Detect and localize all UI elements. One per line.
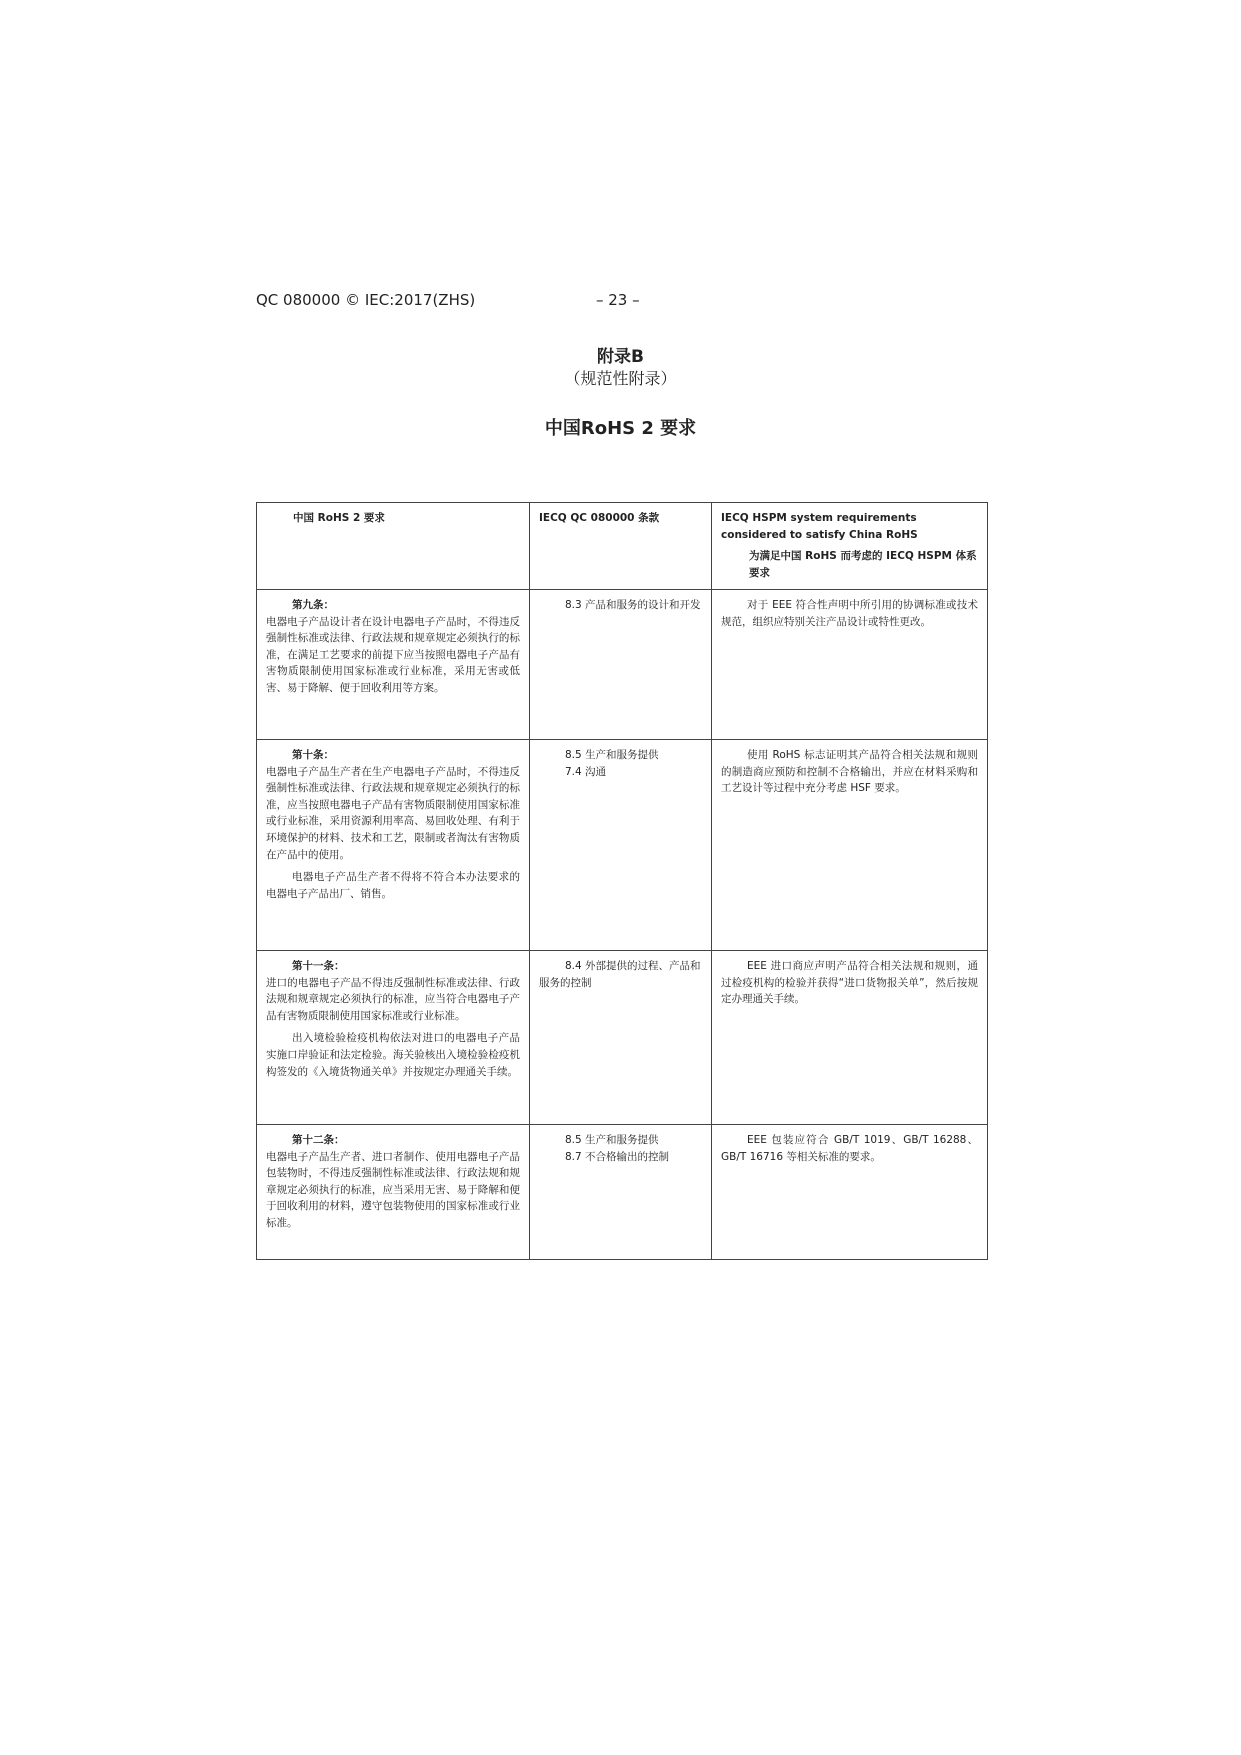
table-row bbox=[257, 740, 988, 951]
clause: 8.3 产品和服务的设计和开发 bbox=[565, 599, 701, 611]
page-title: 中国RoHS 2 要求 bbox=[544, 418, 697, 439]
article-text: 电器电子产品生产者在生产电器电子产品时，不得违反强制性标准或法律、行政法规和规章规定必须执行的标准，应当按照电器电子产品有害物质限制使用国家标准或行业标准，采用资源利用率高、易回收处理、有利于环境保护的材料、技术和工艺，限制或者淘汰有害物质在产品中的使用。 bbox=[266, 765, 520, 861]
article-title: 第十二条： bbox=[292, 1134, 345, 1146]
article-title: 第十一条： bbox=[292, 960, 345, 972]
column-header-hspm-en: IECQ HSPM system requirements considered to satisfy China RoHS bbox=[721, 512, 918, 541]
document-id: QC 080000 © IEC:2017(ZHS) bbox=[256, 291, 476, 309]
clause: 8.5 生产和服务提供 bbox=[565, 749, 659, 761]
iecq-clause-cell bbox=[530, 1125, 712, 1260]
page-header bbox=[256, 291, 980, 313]
table-row bbox=[257, 590, 988, 740]
article-text: 电器电子产品设计者在设计电器电子产品时，不得违反强制性标准或法律、行政法规和规章规定必须执行的标准，在满足工艺要求的前提下应当按照电器电子产品有害物质限制使用国家标准或行业标准，采用无害或低害、易于降解、便于回收利用等方案。 bbox=[266, 615, 520, 694]
clause: 8.4 外部提供的过程、产品和服务的控制 bbox=[539, 960, 701, 989]
iecq-clause-cell bbox=[530, 951, 712, 1125]
hspm-cell bbox=[712, 740, 988, 951]
annex-title: 附录B bbox=[597, 347, 644, 367]
hspm-text: 对于 EEE 符合性声明中所引用的协调标准或技术规范，组织应特别关注产品设计或特性更改。 bbox=[721, 599, 978, 628]
iecq-clause-cell bbox=[530, 740, 712, 951]
article-text-2: 出入境检验检疫机构依法对进口的电器电子产品实施口岸验证和法定检验。海关验核出入境检验检疫机构签发的《入境货物通关单》并按规定办理通关手续。 bbox=[266, 1032, 520, 1078]
column-header-iecq-clause: IECQ QC 080000 条款 bbox=[530, 503, 712, 590]
hspm-text: EEE 进口商应声明产品符合相关法规和规则，通过检疫机构的检验并获得“进口货物报关单”，然后按规定办理通关手续。 bbox=[721, 960, 978, 1006]
hspm-text: EEE 包装应符合 GB/T 1019、GB/T 16288、GB/T 16716 等相关标准的要求。 bbox=[721, 1134, 978, 1163]
china-rohs-cell bbox=[257, 740, 530, 951]
hspm-cell bbox=[712, 1125, 988, 1260]
article-title: 第九条： bbox=[292, 599, 334, 611]
china-rohs-cell bbox=[257, 590, 530, 740]
clause: 8.7 不合格输出的控制 bbox=[565, 1150, 670, 1163]
hspm-cell bbox=[712, 951, 988, 1125]
article-text: 进口的电器电子产品不得违反强制性标准或法律、行政法规和规章规定必须执行的标准，应当符合电器电子产品有害物质限制使用国家标准或行业标准。 bbox=[266, 976, 520, 1022]
china-rohs-cell bbox=[257, 951, 530, 1125]
clause: 7.4 沟通 bbox=[565, 765, 607, 778]
annex-subtitle: （规范性附录） bbox=[564, 369, 677, 388]
page-number: – 23 – bbox=[596, 291, 640, 309]
hspm-cell bbox=[712, 590, 988, 740]
hspm-text: 使用 RoHS 标志证明其产品符合相关法规和规则的制造商应预防和控制不合格输出，并应在材料采购和工艺设计等过程中充分考虑 HSF 要求。 bbox=[721, 749, 978, 795]
table-row bbox=[257, 1125, 988, 1260]
column-header-hspm bbox=[712, 503, 988, 590]
china-rohs-cell bbox=[257, 1125, 530, 1260]
clause: 8.5 生产和服务提供 bbox=[565, 1134, 659, 1146]
requirements-table bbox=[256, 502, 988, 1260]
table-row bbox=[257, 951, 988, 1125]
article-text-2: 电器电子产品生产者不得将不符合本办法要求的电器电子产品出厂、销售。 bbox=[266, 871, 520, 900]
column-header-hspm-cn: 为满足中国 RoHS 而考虑的 IECQ HSPM 体系要求 bbox=[749, 550, 977, 579]
article-text: 电器电子产品生产者、进口者制作、使用电器电子产品包装物时，不得违反强制性标准或法律、行政法规和规章规定必须执行的标准，应当采用无害、易于降解和便于回收利用的材料，遵守包装物使用的国家标准或行业标准。 bbox=[266, 1150, 520, 1229]
iecq-clause-cell bbox=[530, 590, 712, 740]
article-title: 第十条： bbox=[292, 749, 334, 761]
column-header-china-rohs: 中国 RoHS 2 要求 bbox=[257, 503, 530, 590]
table-header-row bbox=[257, 503, 988, 590]
